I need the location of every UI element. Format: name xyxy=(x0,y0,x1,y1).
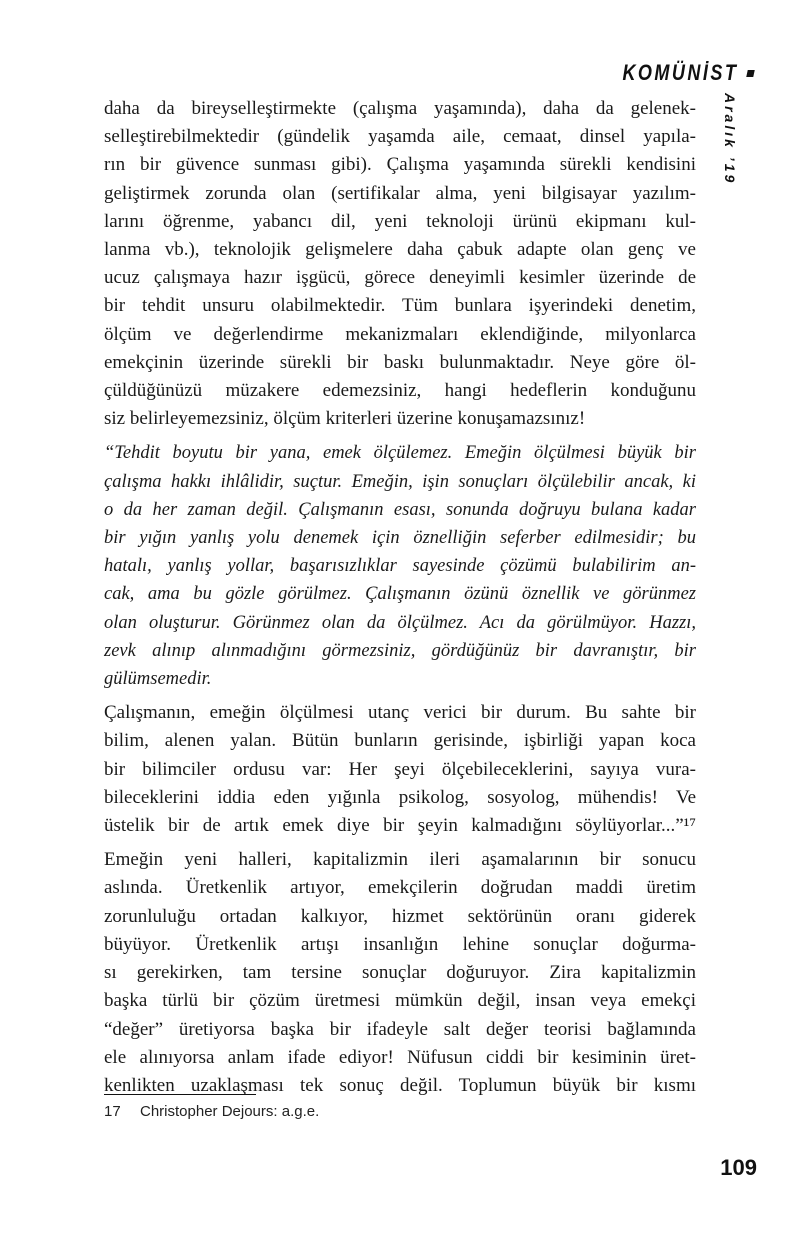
text-line: olan oluşturur. Görünmez olan da ölçülmez. Acı da görülmüyor. Hazzı, xyxy=(104,612,696,633)
text-line: geliştirmek zorunda olan (sertifikalar alma, yeni bilgisayar yazılım- xyxy=(104,182,696,204)
text-line: siz belirleyemezsiniz, ölçüm kriterleri üzerine konuşamazsınız! xyxy=(104,408,586,430)
text-line: gülümsemedir. xyxy=(104,669,212,690)
text-line: ele alınıyorsa anlam ifade ediyor! Nüfusun ciddi bir kesiminin üret- xyxy=(104,1046,696,1068)
text-line: lanma vb.), teknolojik gelişmelere daha çabuk adapte olan genç ve xyxy=(104,239,696,261)
text-line: hatalı, yanlış yollar, başarısızlıklar sayesinde çözümü bulabilirim an- xyxy=(104,556,696,577)
text-line: “Tehdit boyutu bir yana, emek ölçülemez. Emeğin ölçülmesi büyük bir xyxy=(104,443,696,464)
text-line: ucuz çalışmaya hazır işgücü, görece deneyimli kesimler üzerinde de xyxy=(104,267,696,289)
text-line: “değer” üretiyorsa başka bir ifadeyle salt değer teorisi bağlamında xyxy=(104,1018,696,1040)
footnote xyxy=(104,1094,696,1120)
text-line: başka türlü bir çözüm üretmesi mümkün değil, insan veya emekçi xyxy=(104,990,696,1012)
journal-title: KOMÜNİST xyxy=(622,60,738,85)
text-line: çalışma hakkı ihlâlidir, suçtur. Emeğin, işin sonuçları ölçülebilir ancak, ki xyxy=(104,471,696,492)
text-line: bir yığın yanlış yolu denemek için öznelliğin seferber edilmesidir; bu xyxy=(104,528,696,549)
text-line: aslında. Üretkenlik artıyor, emekçilerin doğrudan maddi üretim xyxy=(104,877,696,899)
text-line: o da her zaman değil. Çalışmanın esası, sonunda doğruyu bulana kadar xyxy=(104,499,696,520)
text-line: Çalışmanın, emeğin ölçülmesi utanç verici bir durum. Bu sahte bir xyxy=(104,702,696,724)
text-line: kenlikten uzaklaşması tek sonuç değil. Toplumun büyük bir kısmı xyxy=(104,1074,696,1096)
text-line: sı gerekirken, tam tersine sonuçlar doğuruyor. Zira kapitalizmin xyxy=(104,962,696,984)
text-line: Emeğin yeni halleri, kapitalizmin ileri aşamalarının bir sonucu xyxy=(104,849,696,871)
text-line: zevk alınıp alınmadığını görmezsiniz, gördüğünüz bir davranıştır, bir xyxy=(104,640,696,661)
text-line: rın bir güvence sunması gibi). Çalışma yaşamında sürekli kendisini xyxy=(104,154,696,176)
running-head xyxy=(597,60,754,86)
paragraph-1 xyxy=(104,95,696,433)
text-line: bir bilimciler ordusu var: Her şeyi ölçebileceklerini, sayıya vura- xyxy=(104,758,696,780)
text-line: büyüyor. Üretkenlik artışı insanlığın lehine sonuçlar doğurma- xyxy=(104,933,696,955)
text-line: selleştirebilmektedir (gündelik yaşamda aile, cemaat, dinsel yapıla- xyxy=(104,126,696,148)
text-line: ölçüm ve değerlendirme mekanizmaları eklendiğinde, milyonlarca xyxy=(104,323,696,345)
paragraph-3 xyxy=(104,699,696,840)
footnote-divider xyxy=(104,1094,256,1095)
page-number: 109 xyxy=(720,1155,757,1180)
text-line: emekçinin üzerinde sürekli bir baskı bulunmaktadır. Neye göre öl- xyxy=(104,351,696,373)
body-text xyxy=(104,95,696,1106)
paragraph-2-quote xyxy=(104,439,696,693)
issue-date-vertical: Aralık ’19 xyxy=(722,93,738,186)
text-line: bileceklerini iddia eden yığınla psikolog, sosyolog, mühendis! Ve xyxy=(104,786,696,808)
text-line: larını öğrenme, yabancı dil, yeni teknoloji ürünü ekipmanı kul- xyxy=(104,210,696,232)
text-line: zorunluluğu ortadan kalkıyor, hizmet sektörünün oranı giderek xyxy=(104,905,696,927)
text-line: çüldüğünüzü müzakere edemezsiniz, hangi hedeflerin konduğunu xyxy=(104,380,696,402)
footnote-text: Christopher Dejours: a.g.e. xyxy=(140,1103,320,1120)
text-line: cak, ama bu gözle görülmez. Çalışmanın özünü öznellik ve görünmez xyxy=(104,584,696,605)
text-line: üstelik bir de artık emek diye bir şeyin kalmadığını söylüyorlar...”¹⁷ xyxy=(104,815,696,837)
text-line: bilim, alenen yalan. Bütün bunların gerisinde, işbirliği yapan koca xyxy=(104,730,696,752)
text-line: daha da bireyselleştirmekte (çalışma yaşamında), daha da gelenek- xyxy=(104,98,696,119)
footnote-number: 17 xyxy=(104,1103,121,1120)
paragraph-4 xyxy=(104,846,696,1100)
text-line: bir tehdit unsuru olabilmektedir. Tüm bunlara işyerindeki denetim, xyxy=(104,295,696,317)
bullet-icon xyxy=(746,70,754,77)
